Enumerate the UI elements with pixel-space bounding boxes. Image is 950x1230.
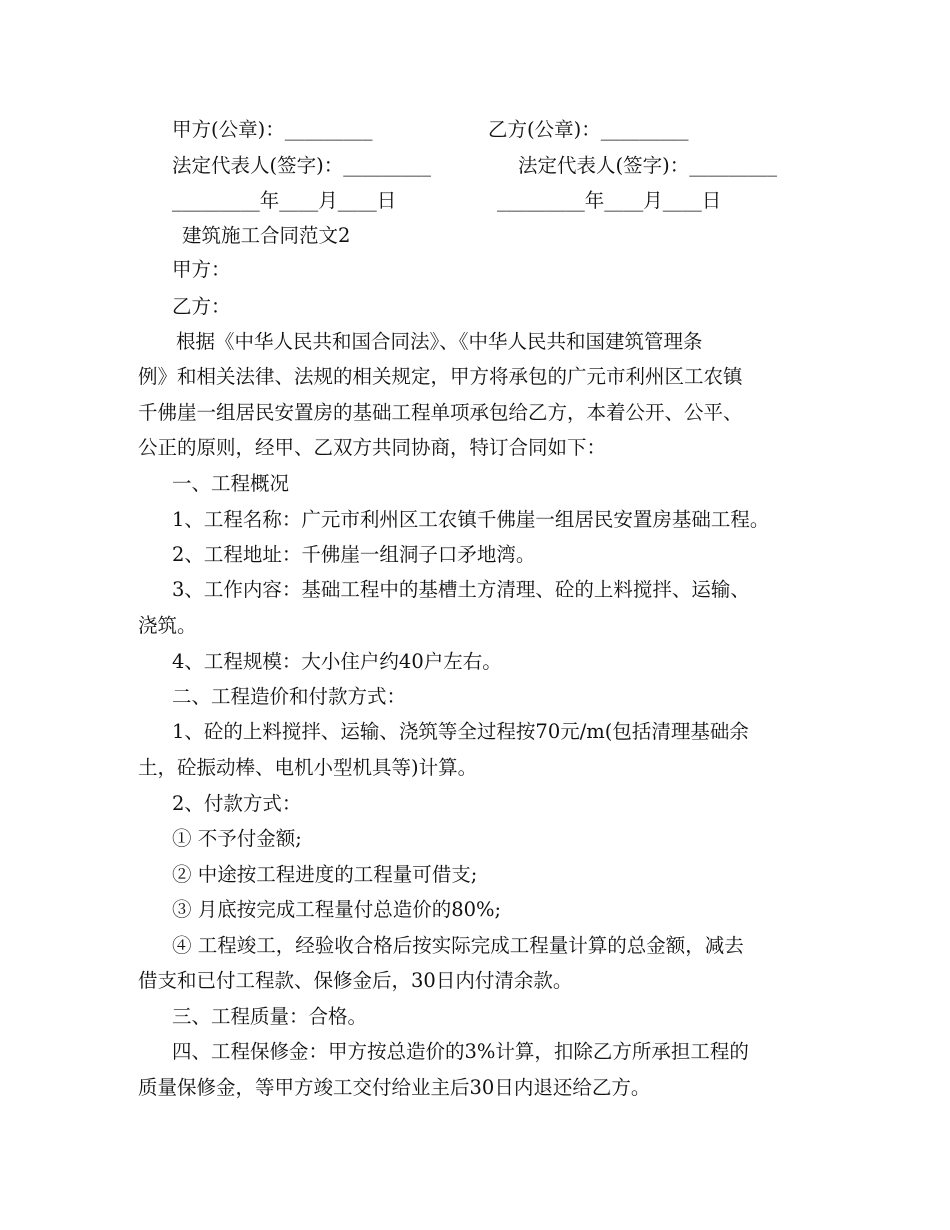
section-2-title: 二、工程造价和付款方式： bbox=[172, 685, 407, 708]
party-b-date: _________年____月____日 bbox=[497, 189, 722, 212]
section-4-cont: 质量保修金，等甲方竣工交付给业主后30日内退还给乙方。 bbox=[138, 1076, 651, 1099]
party-b-representative: 法定代表人(签字)：_________ bbox=[518, 154, 777, 177]
party-a-label: 甲方： bbox=[172, 258, 231, 281]
document-title: 建筑施工合同范文2 bbox=[182, 224, 351, 247]
section-1-item-3: 3、工作内容：基础工程中的基槽土方清理、砼的上料搅拌、运输、 bbox=[172, 578, 750, 601]
payment-term-3: ③ 月底按完成工程量付总造价的80%; bbox=[172, 898, 502, 921]
intro-line-4: 公正的原则，经甲、乙双方共同协商，特订合同如下： bbox=[138, 436, 607, 459]
section-1-item-1: 1、工程名称：广元市利州区工农镇千佛崖一组居民安置房基础工程。 bbox=[172, 508, 770, 531]
section-2-item-2: 2、付款方式： bbox=[172, 792, 302, 815]
section-1-item-2: 2、工程地址：千佛崖一组洞子口矛地湾。 bbox=[172, 543, 536, 566]
intro-line-2: 例》和相关法律、法规的相关规定，甲方将承包的广元市利州区工农镇 bbox=[138, 365, 743, 388]
party-b-seal: 乙方(公章)：_________ bbox=[488, 118, 689, 141]
payment-term-4: ④ 工程竣工，经验收合格后按实际完成工程量计算的总金额，减去 bbox=[172, 934, 744, 957]
section-2-item-1: 1、砼的上料搅拌、运输、浇筑等全过程按70元/m(包括清理基础余 bbox=[172, 720, 749, 743]
party-b-label: 乙方： bbox=[172, 295, 231, 318]
section-1-item-3-cont: 浇筑。 bbox=[138, 614, 197, 637]
intro-line-3: 千佛崖一组居民安置房的基础工程单项承包给乙方，本着公开、公平、 bbox=[138, 401, 743, 424]
party-a-representative: 法定代表人(签字)：_________ bbox=[172, 154, 431, 177]
payment-term-4-cont: 借支和已付工程款、保修金后，30日内付清余款。 bbox=[138, 969, 573, 992]
section-1-item-4: 4、工程规模：大小住户约40户左右。 bbox=[172, 650, 502, 673]
intro-line-1: 根据《中华人民共和国合同法》、《中华人民共和国建筑管理条 bbox=[176, 330, 703, 353]
payment-term-1: ① 不予付金额; bbox=[172, 827, 302, 850]
section-3: 三、工程质量：合格。 bbox=[172, 1005, 368, 1028]
section-1-title: 一、工程概况 bbox=[172, 472, 290, 495]
section-4: 四、工程保修金：甲方按总造价的3%计算，扣除乙方所承担工程的 bbox=[172, 1040, 749, 1063]
party-a-seal: 甲方(公章)：_________ bbox=[172, 118, 373, 141]
payment-term-2: ② 中途按工程进度的工程量可借支; bbox=[172, 863, 478, 886]
party-a-date: _________年____月____日 bbox=[172, 189, 397, 212]
section-2-item-1-cont: 土，砼振动棒、电机小型机具等)计算。 bbox=[138, 756, 478, 779]
